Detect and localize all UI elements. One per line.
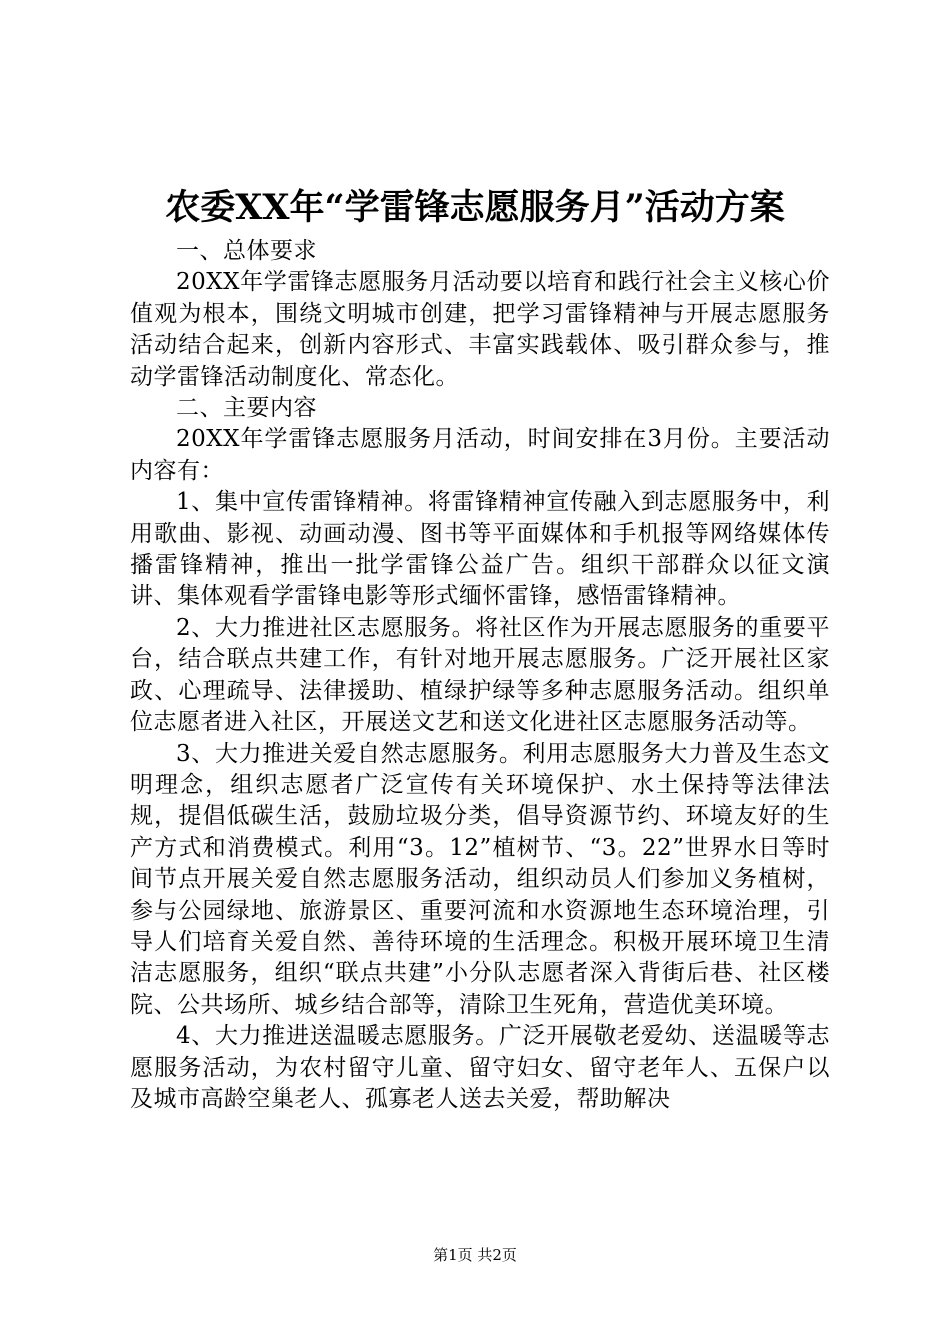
paragraph-item-4: 4、大力推进送温暖志愿服务。广泛开展敬老爱幼、送温暖等志愿服务活动，为农村留守儿童、留守妇女、留守老年人、五保户以及城市高龄空巢老人、孤寡老人送去关爱，帮助解决 — [130, 1023, 830, 1112]
paragraph-item-3: 3、大力推进关爱自然志愿服务。利用志愿服务大力普及生态文明理念，组织志愿者广泛宣传有关环境保护、水土保持等法律法规，提倡低碳生活，鼓励垃圾分类，倡导资源节约、环境友好的生产方式和消费模式。利用“3。12”植树节、“3。22”世界水日等时间节点开展关爱自然志愿服务活动，组织动员人们参加义务植树，参与公园绿地、旅游景区、重要河流和水资源地生态环境治理，引导人们培育关爱自然、善待环境的生活理念。积极开展环境卫生清洁志愿服务，组织“联点共建”小分队志愿者深入背街后巷、社区楼院、公共场所、城乡结合部等，清除卫生死角，营造优美环境。 — [130, 740, 830, 1018]
page-footer: 第1页 共2页 — [433, 1246, 517, 1264]
paragraph-schedule: 20XX年学雷锋志愿服务月活动，时间安排在3月份。主要活动内容有： — [130, 426, 830, 484]
document-title: 农委XX年“学雷锋志愿服务月”活动方案 — [165, 187, 785, 228]
section-heading-general: 一、总体要求 — [176, 238, 317, 264]
paragraph-general-requirements: 20XX年学雷锋志愿服务月活动要以培育和践行社会主义核心价值观为根本，围绕文明城市创建，把学习雷锋精神与开展志愿服务活动结合起来，创新内容形式、丰富实践载体、吸引群众参与，推动学雷锋活动制度化、常态化。 — [130, 269, 830, 390]
section-heading-content: 二、主要内容 — [176, 395, 317, 422]
document-body — [130, 236, 830, 1115]
paragraph-item-2: 2、大力推进社区志愿服务。将社区作为开展志愿服务的重要平台，结合联点共建工作，有针对地开展志愿服务。广泛开展社区家政、心理疏导、法律援助、植绿护绿等多种志愿服务活动。组织单位志愿者进入社区，开展送文艺和送文化进社区志愿服务活动等。 — [130, 614, 830, 736]
paragraph-item-1: 1、集中宣传雷锋精神。将雷锋精神宣传融入到志愿服务中，利用歌曲、影视、动画动漫、图书等平面媒体和手机报等网络媒体传播雷锋精神，推出一批学雷锋公益广告。组织干部群众以征文演讲、集体观看学雷锋电影等形式缅怀雷锋，感悟雷锋精神。 — [130, 489, 830, 610]
